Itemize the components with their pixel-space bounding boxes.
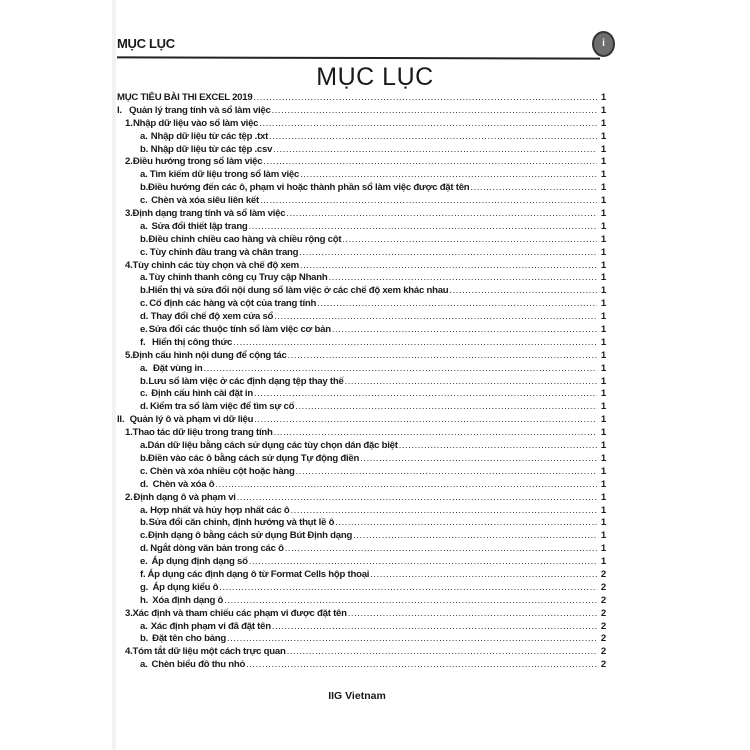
toc-entry-title: Điều hướng trong sổ làm việc — [132, 156, 263, 168]
toc-entry-title: Định cấu hình cài đặt in — [151, 388, 253, 400]
toc-entry-title: Chèn và xóa nhiều cột hoặc hàng — [149, 465, 295, 477]
toc-entry[interactable] — [117, 543, 606, 556]
toc-entry-page: 1 — [600, 517, 606, 529]
toc-entry[interactable] — [117, 92, 606, 105]
toc-entry-page: 1 — [600, 143, 606, 155]
toc-entry-page: 1 — [600, 491, 606, 503]
toc-leader-dots — [335, 517, 597, 528]
toc-entry-page: 1 — [600, 130, 606, 142]
toc-entry-title: Áp dụng các định dạng ô từ Format Cells hộp thoại — [147, 568, 370, 580]
toc-entry-number: a. — [140, 272, 148, 284]
toc-entry-title: Định dạng ô bằng cách sử dụng Bút Định dạng — [148, 530, 353, 542]
toc-entry-number: b. — [140, 517, 149, 529]
toc-entry-number: 4. — [125, 259, 133, 271]
toc-entry-title: Áp dụng kiểu ô — [152, 581, 219, 593]
toc-leader-dots — [233, 337, 597, 348]
toc-entry-title: Điền vào các ô bằng cách sử dụng Tự động điền — [148, 452, 360, 464]
toc-entry-page: 1 — [600, 233, 606, 245]
toc-entry[interactable] — [117, 608, 606, 621]
toc-entry-page: 1 — [600, 336, 606, 348]
toc-entry-page: 2 — [600, 633, 606, 645]
toc-leader-dots — [259, 118, 597, 129]
toc-entry-number: b. — [140, 633, 149, 645]
toc-leader-dots — [291, 505, 598, 516]
toc-entry-title: Điều chỉnh chiều cao hàng và chiều rộng cột — [148, 233, 342, 245]
toc-entry-title: Đặt vùng in — [152, 362, 203, 374]
toc-leader-dots — [300, 169, 597, 180]
toc-entry-title: Xóa định dạng ô — [152, 594, 224, 606]
toc-entry-page: 2 — [600, 620, 606, 632]
toc-leader-dots — [285, 543, 597, 554]
toc-entry-number: a. — [140, 362, 148, 374]
toc-entry-title: Định cấu hình nội dung để cộng tác — [132, 349, 287, 361]
toc-entry[interactable] — [117, 376, 606, 389]
toc-entry-number: a. — [140, 169, 148, 181]
toc-entry-title: Quản lý trang tính và sổ làm việc — [129, 104, 271, 116]
toc-entry-page: 1 — [600, 452, 606, 464]
toc-entry-number: f. — [140, 336, 146, 348]
toc-entry-title: Tóm tắt dữ liệu một cách trực quan — [132, 646, 286, 658]
toc-entry[interactable] — [117, 118, 606, 131]
page-number-badge: i — [592, 31, 615, 57]
toc-leader-dots — [345, 376, 597, 387]
toc-leader-dots — [299, 247, 597, 258]
toc-entry[interactable] — [117, 221, 606, 234]
toc-entry[interactable] — [117, 311, 606, 324]
toc-entry-page: 1 — [600, 311, 606, 323]
toc-entry-number: I. — [117, 104, 122, 116]
toc-entry-page: 1 — [600, 362, 606, 374]
toc-entry[interactable] — [117, 337, 606, 350]
toc-entry[interactable] — [117, 105, 606, 118]
toc-entry-page: 1 — [600, 156, 606, 168]
toc-entry-title: Chèn biểu đồ thu nhỏ — [151, 659, 246, 671]
toc-leader-dots — [237, 492, 597, 503]
toc-leader-dots — [399, 440, 597, 451]
toc-entry[interactable] — [117, 633, 606, 646]
toc-leader-dots — [274, 311, 597, 322]
toc-leader-dots — [370, 569, 597, 580]
toc-entry-number: c. — [140, 195, 148, 207]
toc-entry-page: 1 — [600, 478, 606, 490]
toc-entry-page: 1 — [600, 246, 606, 258]
toc-entry-number: e. — [140, 556, 148, 568]
page-footer: IIG Vietnam — [328, 690, 386, 702]
toc-entry-page: 1 — [600, 117, 606, 129]
toc-entry-number: a. — [140, 620, 148, 632]
toc-leader-dots — [203, 363, 597, 374]
toc-entry[interactable] — [117, 414, 606, 427]
toc-entry-page: 1 — [600, 556, 606, 568]
toc-leader-dots — [273, 144, 597, 155]
toc-entry-number: h. — [140, 594, 149, 606]
toc-entry-title: Ngắt dòng văn bản trong các ô — [150, 543, 284, 555]
toc-entry-number: a. — [140, 659, 148, 671]
toc-entry-number: d. — [140, 401, 149, 413]
toc-entry[interactable] — [117, 272, 606, 285]
toc-entry-title: Nhập dữ liệu từ các tệp .txt — [150, 130, 269, 142]
toc-entry-number: c. — [140, 298, 148, 310]
page-title: MỤC LỤC — [316, 63, 434, 91]
toc-entry-page: 1 — [600, 92, 606, 103]
toc-entry[interactable] — [117, 621, 606, 634]
toc-entry-number: e. — [140, 324, 148, 336]
toc-leader-dots — [272, 105, 597, 116]
toc-entry-number: c. — [140, 246, 148, 258]
toc-leader-dots — [254, 388, 597, 399]
toc-entry-page: 1 — [600, 349, 606, 361]
toc-entry[interactable] — [117, 569, 606, 582]
toc-entry-title: Cố định các hàng và cột của trang tính — [149, 298, 317, 310]
toc-leader-dots — [300, 260, 597, 271]
toc-entry[interactable] — [117, 530, 606, 543]
toc-entry-page: 1 — [600, 285, 606, 297]
toc-entry-number: d. — [140, 311, 149, 323]
toc-entry-title: Lưu sổ làm việc ở các định dạng tệp thay thế — [148, 375, 344, 387]
scan-edge — [112, 0, 116, 750]
toc-entry[interactable] — [117, 298, 606, 311]
toc-entry-number: II. — [117, 414, 125, 426]
toc-leader-dots — [332, 324, 597, 335]
toc-leader-dots — [249, 556, 597, 567]
toc-entry[interactable] — [117, 492, 606, 505]
toc-entry-number: d. — [140, 543, 149, 555]
toc-leader-dots — [249, 221, 597, 232]
toc-entry-page: 1 — [600, 182, 606, 194]
toc-entry-title: Đặt tên cho bảng — [152, 633, 226, 645]
toc-entry-title: Xác định và tham chiếu các phạm vi được đặt tên — [132, 607, 347, 619]
toc-leader-dots — [269, 131, 597, 142]
toc-leader-dots — [263, 156, 597, 167]
toc-entry-title: Kiểm tra sổ làm việc để tìm sự cố — [149, 401, 295, 413]
toc-leader-dots — [348, 608, 597, 619]
toc-entry-number: b. — [140, 143, 149, 155]
toc-entry[interactable] — [117, 582, 606, 595]
toc-entry[interactable] — [117, 595, 606, 608]
toc-entry-page: 1 — [600, 272, 606, 284]
toc-entry[interactable] — [117, 505, 606, 518]
toc-entry-title: Sửa đổi căn chỉnh, định hướng và thụt lề ô — [148, 517, 335, 529]
toc-entry-page: 1 — [600, 504, 606, 516]
toc-leader-dots — [360, 453, 597, 464]
toc-entry[interactable] — [117, 156, 606, 169]
toc-entry[interactable] — [117, 208, 606, 221]
toc-leader-dots — [246, 659, 597, 670]
toc-entry-page: 1 — [600, 401, 606, 413]
toc-entry[interactable] — [117, 659, 606, 672]
toc-leader-dots — [295, 401, 597, 412]
toc-entry-number: a. — [140, 440, 148, 452]
toc-entry-number: f. — [140, 568, 146, 580]
toc-entry[interactable] — [117, 131, 606, 144]
toc-entry-page: 1 — [600, 465, 606, 477]
toc-entry-number: 5. — [125, 349, 133, 361]
toc-entry[interactable] — [117, 479, 606, 492]
toc-leader-dots — [470, 182, 597, 193]
toc-entry-title: Xác định phạm vi đã đặt tên — [150, 620, 271, 632]
toc-entry-title: Tùy chỉnh thanh công cụ Truy cập Nhanh — [148, 272, 328, 284]
toc-entry-title: Thao tác dữ liệu trong trang tính — [132, 427, 273, 439]
toc-leader-dots — [296, 466, 597, 477]
toc-entry-number: b. — [140, 375, 149, 387]
toc-entry[interactable] — [117, 169, 606, 182]
toc-entry[interactable] — [117, 427, 606, 440]
toc-leader-dots — [260, 195, 597, 206]
toc-entry-title: Định dạng ô và phạm vi — [133, 491, 236, 503]
toc-leader-dots — [317, 298, 597, 309]
toc-entry-page: 1 — [600, 298, 606, 310]
toc-entry-number: b. — [140, 452, 149, 464]
toc-leader-dots — [224, 595, 597, 606]
toc-entry-page: 2 — [600, 607, 606, 619]
toc-entry-number: a. — [140, 130, 148, 142]
toc-entry[interactable] — [117, 556, 606, 569]
toc-leader-dots — [254, 414, 597, 425]
toc-entry[interactable] — [117, 350, 606, 363]
toc-leader-dots — [287, 646, 597, 657]
toc-entry-page: 1 — [600, 427, 606, 439]
toc-entry-title: Hiển thị và sửa đổi nội dung sổ làm việc ở các chế độ xem khác nhau — [148, 285, 449, 297]
toc-entry-title: Sửa đổi thiết lập trang — [151, 220, 248, 232]
toc-entry-title: Dán dữ liệu bằng cách sử dụng các tùy chọn dán đặc biệt — [147, 440, 398, 452]
toc-entry-title: Sửa đổi các thuộc tính sổ làm việc cơ bản — [148, 324, 331, 336]
toc-entry-number: 1. — [125, 117, 133, 129]
toc-entry[interactable] — [117, 144, 606, 157]
toc-entry[interactable] — [117, 517, 606, 530]
toc-entry-page: 2 — [600, 594, 606, 606]
toc-entry-number: a. — [140, 504, 148, 516]
toc-entry-page: 1 — [600, 388, 606, 400]
toc-entry-number: 4. — [125, 646, 133, 658]
toc-entry-page: 2 — [600, 581, 606, 593]
toc-entry[interactable] — [117, 401, 606, 414]
toc-entry[interactable] — [117, 182, 606, 195]
toc-entry[interactable] — [117, 363, 606, 376]
toc-entry-number: c. — [140, 388, 148, 400]
toc-entry-title: Điều hướng đến các ô, phạm vi hoặc thành phần sổ làm việc được đặt tên — [148, 182, 470, 194]
toc-entry-title: Hiển thị công thức — [151, 336, 233, 348]
toc-entry-page: 2 — [600, 646, 606, 658]
toc-entry-page: 1 — [600, 530, 606, 542]
toc-leader-dots — [353, 530, 597, 541]
toc-entry-number: a. — [140, 220, 148, 232]
toc-entry-title: Tùy chỉnh đầu trang và chân trang — [149, 246, 299, 258]
toc-entry-number: c. — [140, 465, 148, 477]
toc-entry-number: b. — [140, 182, 149, 194]
toc-entry-number: 1. — [125, 427, 133, 439]
toc-entry-number: c. — [140, 530, 148, 542]
toc-entry[interactable] — [117, 195, 606, 208]
toc-entry-page: 1 — [600, 220, 606, 232]
toc-entry-number: 2. — [125, 491, 133, 503]
toc-entry-page: 1 — [600, 208, 606, 220]
toc-entry[interactable] — [117, 388, 606, 401]
toc-leader-dots — [227, 633, 597, 644]
toc-leader-dots — [253, 92, 597, 103]
toc-entry-page: 1 — [600, 259, 606, 271]
toc-entry-number: 2. — [125, 156, 133, 168]
toc-entry[interactable] — [117, 440, 606, 453]
running-header: MỤC LỤC — [117, 36, 175, 51]
toc-entry[interactable] — [117, 247, 606, 260]
toc-entry-number: d. — [140, 478, 149, 490]
toc-entry-title: Hợp nhất và hủy hợp nhất các ô — [150, 504, 290, 516]
toc-entry[interactable] — [117, 234, 606, 247]
toc-entry-title: Tùy chỉnh các tùy chọn và chế độ xem — [132, 259, 299, 271]
toc-entry-title: Định dạng trang tính và sổ làm việc — [132, 208, 286, 220]
toc-entry-number: b. — [140, 233, 149, 245]
toc-entry-page: 1 — [600, 169, 606, 181]
toc-entry[interactable] — [117, 324, 606, 337]
toc-entry-number: b. — [140, 285, 149, 297]
toc-entry-page: 1 — [600, 414, 606, 426]
toc-entry-page: 2 — [600, 568, 606, 580]
toc-leader-dots — [274, 427, 597, 438]
toc-entry-page: 1 — [600, 440, 606, 452]
toc-entry-page: 1 — [600, 104, 606, 116]
toc-entry[interactable] — [117, 646, 606, 659]
toc-leader-dots — [219, 582, 597, 593]
toc-entry-title: Quản lý ô và phạm vi dữ liệu — [129, 414, 254, 426]
toc-leader-dots — [449, 285, 597, 296]
toc-entry-title: Áp dụng định dạng số — [151, 556, 248, 568]
toc-entry-title: Nhập dữ liệu từ các tệp .csv — [150, 143, 273, 155]
toc-entry-title: Chèn và xóa siêu liên kết — [151, 195, 259, 207]
toc-leader-dots — [328, 272, 597, 283]
toc-entry-number: 3. — [125, 208, 133, 220]
toc-leader-dots — [288, 350, 597, 361]
toc-leader-dots — [342, 234, 597, 245]
toc-entry-page: 1 — [600, 324, 606, 336]
toc-entry-page: 1 — [600, 543, 606, 555]
toc-entry-title: MỤC TIÊU BÀI THI EXCEL 2019 — [117, 92, 253, 103]
toc-entry-page: 1 — [600, 195, 606, 207]
header-rule — [117, 56, 600, 59]
toc-entry[interactable] — [117, 260, 606, 273]
toc-leader-dots — [286, 208, 597, 219]
toc-entry[interactable] — [117, 453, 606, 466]
toc-leader-dots — [215, 479, 597, 490]
toc-entry[interactable] — [117, 285, 606, 298]
toc-entry-page: 2 — [600, 659, 606, 671]
table-of-contents — [117, 92, 606, 672]
toc-entry-page: 1 — [600, 375, 606, 387]
toc-entry-number: g. — [140, 581, 149, 593]
toc-entry-title: Chèn và xóa ô — [152, 478, 215, 490]
toc-entry[interactable] — [117, 466, 606, 479]
toc-entry-number: 3. — [125, 607, 133, 619]
toc-entry-title: Tìm kiếm dữ liệu trong sổ làm việc — [149, 169, 300, 181]
toc-leader-dots — [272, 621, 597, 632]
toc-entry-title: Nhập dữ liệu vào sổ làm việc — [133, 117, 259, 129]
toc-entry-title: Thay đổi chế độ xem cửa sổ — [150, 311, 274, 323]
